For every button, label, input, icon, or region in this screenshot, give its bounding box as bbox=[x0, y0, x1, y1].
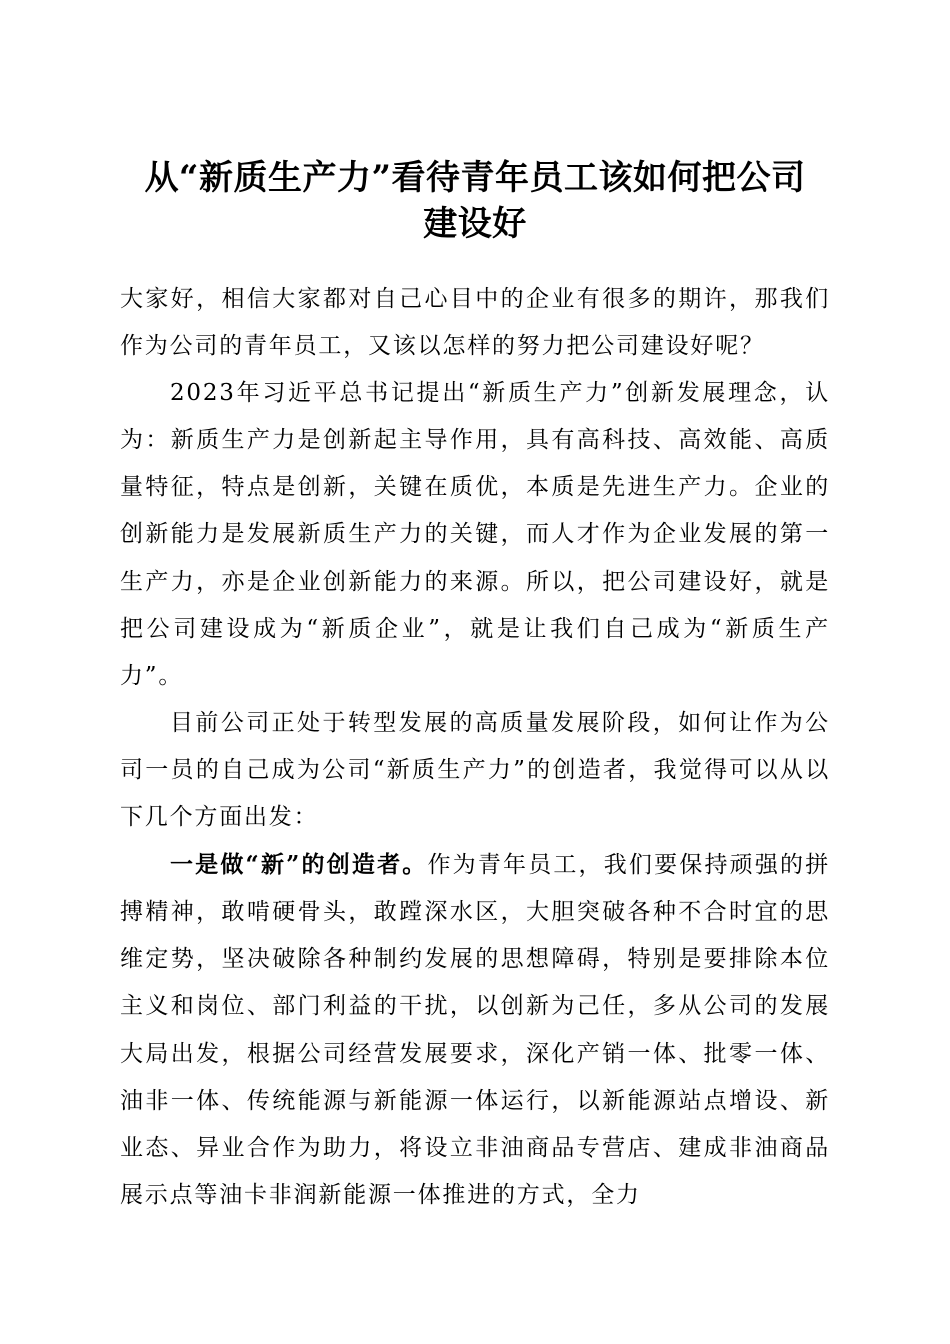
paragraph-new-productivity bbox=[120, 370, 830, 700]
title-line-2: 建设好 bbox=[423, 203, 527, 244]
title-line-1: 从“新质生产力”看待青年员工该如何把公司 bbox=[144, 157, 806, 198]
document-title bbox=[100, 155, 850, 247]
document-body bbox=[120, 276, 830, 1219]
paragraph-point-one-lead: 一是做“新”的创造者。 bbox=[170, 851, 428, 879]
paragraph-greeting-text: 大家好，相信大家都对自己心目中的企业有很多的期许，那我们作为公司的青年员工，又该以怎样的努力把公司建设好呢？ bbox=[120, 286, 830, 360]
paragraph-transition-text: 目前公司正处于转型发展的高质量发展阶段，如何让作为公司一员的自己成为公司“新质生产力”的创造者，我觉得可以从以下几个方面出发： bbox=[120, 709, 830, 831]
paragraph-transition bbox=[120, 700, 830, 841]
paragraph-point-one bbox=[120, 841, 830, 1219]
paragraph-new-productivity-text: 2023年习近平总书记提出“新质生产力”创新发展理念，认为：新质生产力是创新起主导作用，具有高科技、高效能、高质量特征，特点是创新，关键在质优，本质是先进生产力。企业的创新能力是发展新质生产力的关键，而人才作为企业发展的第一生产力，亦是企业创新能力的来源。所以，把公司建设好，就是把公司建设成为“新质企业”，就是让我们自己成为“新质生产力”。 bbox=[120, 380, 830, 689]
paragraph-point-one-text: 作为青年员工，我们要保持顽强的拼搏精神，敢啃硬骨头，敢蹚深水区，大胆突破各种不合时宜的思维定势，坚决破除各种制约发展的思想障碍，特别是要排除本位主义和岗位、部门利益的干扰，以创新为己任，多从公司的发展大局出发，根据公司经营发展要求，深化产销一体、批零一体、油非一体、传统能源与新能源一体运行，以新能源站点增设、新业态、异业合作为助力，将设立非油商品专营店、建成非油商品展示点等油卡非润新能源一体推进的方式，全力 bbox=[120, 852, 830, 1208]
paragraph-greeting bbox=[120, 276, 830, 370]
